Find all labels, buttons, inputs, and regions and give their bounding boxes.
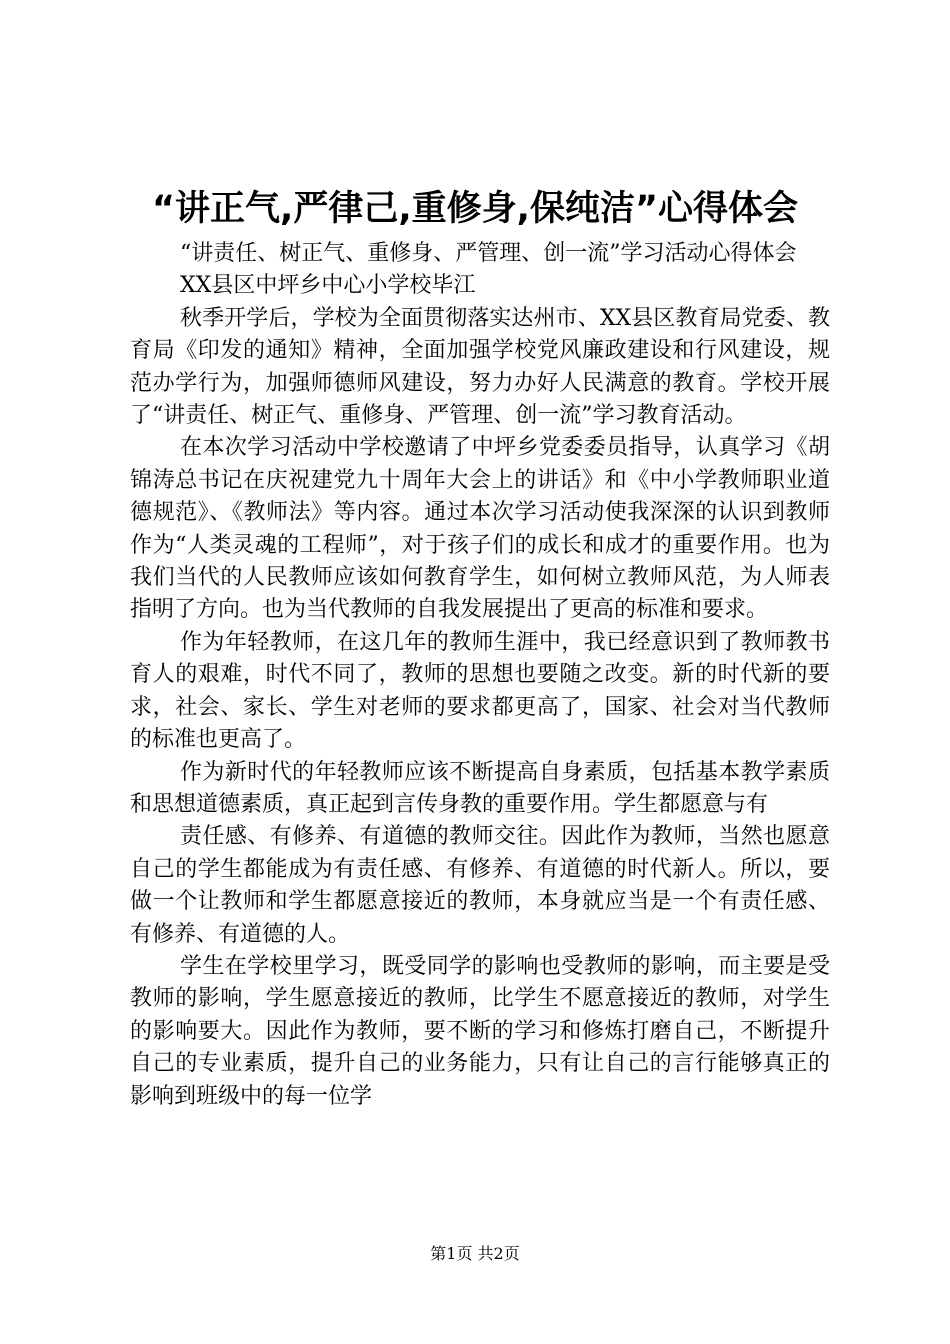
document-author: XX县区中坪乡中心小学校毕江 xyxy=(180,273,476,299)
paragraph: 秋季开学后，学校为全面贯彻落实达州市、XX县区教育局党委、教育局《印发的通知》精神，全面加强学校党风廉政建设和行风建设，规范办学行为，加强师德师风建设，努力办好人民满意的教育。学校开展了“讲责任、树正气、重修身、严管理、创一流”学习教育活动。 xyxy=(130,305,830,429)
paragraph: 在本次学习活动中学校邀请了中坪乡党委委员指导，认真学习《胡锦涛总书记在庆祝建党九十周年大会上的讲话》和《中小学教师职业道德规范》、《教师法》等内容。通过本次学习活动使我深深的认识到教师作为“人类灵魂的工程师”，对于孩子们的成长和成才的重要作用。也为我们当代的人民教师应该如何教育学生，如何树立教师风范，为人师表指明了方向。也为当代教师的自我发展提出了更高的标准和要求。 xyxy=(130,435,830,623)
paragraph: 作为年轻教师，在这几年的教师生涯中，我已经意识到了教师教书育人的艰难，时代不同了，教师的思想也要随之改变。新的时代新的要求，社会、家长、学生对老师的要求都更高了，国家、社会对当代教师的标准也更高了。 xyxy=(130,629,830,753)
document-title: “讲正气,严律己,重修身,保纯洁”心得体会 xyxy=(152,189,798,229)
paragraph: 学生在学校里学习，既受同学的影响也受教师的影响，而主要是受教师的影响，学生愿意接近的教师，比学生不愿意接近的教师，对学生的影响要大。因此作为教师，要不断的学习和修炼打磨自己，不断提升自己的专业素质，提升自己的业务能力，只有让自己的言行能够真正的影响到班级中的每一位学 xyxy=(130,953,830,1109)
document-subtitle: “讲责任、树正气、重修身、严管理、创一流”学习活动心得体会 xyxy=(180,241,797,266)
document-body xyxy=(130,238,830,1113)
paragraph: 责任感、有修养、有道德的教师交往。因此作为教师，当然也愿意自己的学生都能成为有责任感、有修养、有道德的时代新人。所以，要做一个让教师和学生都愿意接近的教师，本身就应当是一个有责任感、有修养、有道德的人。 xyxy=(130,824,830,947)
paragraph: 作为新时代的年轻教师应该不断提高自身素质，包括基本教学素质和思想道德素质，真正起到言传身教的重要作用。学生都愿意与有 xyxy=(130,759,830,817)
page-footer: 第1页 共2页 xyxy=(430,1244,520,1263)
